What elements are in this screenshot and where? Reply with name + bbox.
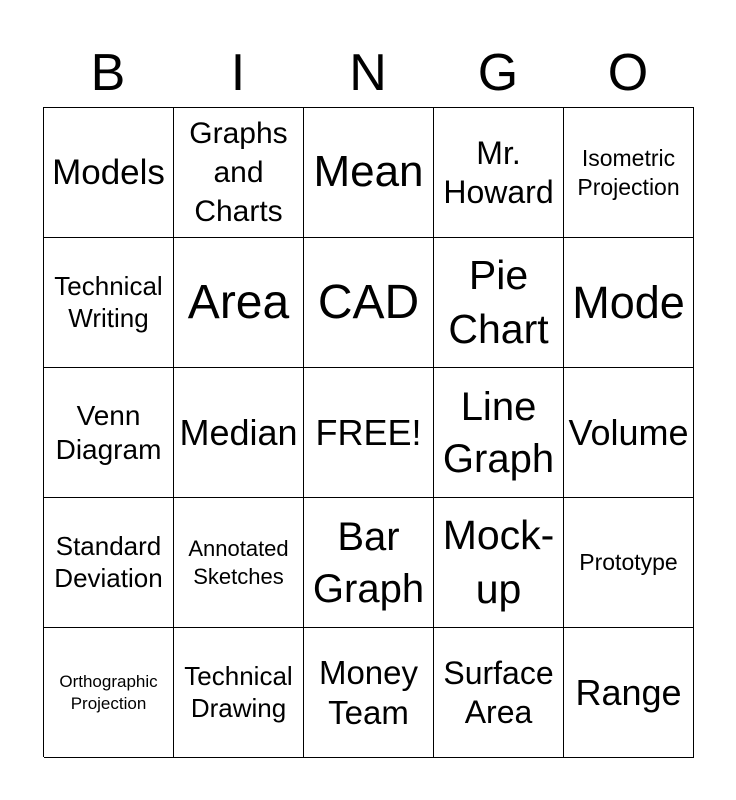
cell-label: Technical Drawing [184, 661, 293, 723]
bingo-cell[interactable] [174, 368, 304, 498]
bingo-cell[interactable] [304, 238, 434, 368]
bingo-cell[interactable] [434, 628, 564, 758]
bingo-cell[interactable] [44, 498, 174, 628]
header-letter-i: I [230, 44, 246, 102]
bingo-cell[interactable] [564, 498, 694, 628]
bingo-cell[interactable] [564, 368, 694, 498]
cell-label: Line Graph [442, 384, 555, 481]
cell-label: Mock- up [442, 512, 555, 612]
cell-label: Orthographic Projection [59, 672, 158, 713]
cell-label: Mean [313, 147, 424, 197]
bingo-cell[interactable] [564, 238, 694, 368]
bingo-cell[interactable] [174, 628, 304, 758]
bingo-cell[interactable] [434, 498, 564, 628]
cell-label: Range [575, 671, 682, 713]
cell-label: Isometric Projection [577, 144, 680, 200]
bingo-cell[interactable] [434, 108, 564, 238]
cell-label: Standard Deviation [54, 531, 163, 593]
cell-label: Money Team [318, 653, 419, 731]
bingo-cell[interactable] [304, 498, 434, 628]
cell-label: FREE! [315, 411, 422, 453]
bingo-cell[interactable] [44, 368, 174, 498]
cell-label: CAD [317, 275, 420, 329]
bingo-cell[interactable] [564, 628, 694, 758]
bingo-cell[interactable] [304, 108, 434, 238]
bingo-cell[interactable] [434, 368, 564, 498]
header-letter-o: O [607, 44, 649, 102]
cell-label: Median [179, 411, 298, 453]
bingo-cell[interactable] [304, 368, 434, 498]
cell-label: Venn Diagram [55, 399, 162, 465]
cell-label: Surface Area [443, 655, 554, 730]
bingo-cell[interactable] [44, 628, 174, 758]
header-letter-g: G [477, 44, 519, 102]
cell-label: Annotated Sketches [188, 536, 289, 589]
bingo-cell[interactable] [174, 108, 304, 238]
bingo-cell[interactable] [44, 108, 174, 238]
bingo-cell[interactable] [174, 238, 304, 368]
header-letter-b: B [90, 44, 126, 102]
cell-label: Mr. Howard [443, 135, 554, 210]
cell-label: Technical Writing [54, 271, 163, 333]
header-letter-n: N [349, 44, 387, 102]
bingo-cell[interactable] [174, 498, 304, 628]
bingo-cell[interactable] [564, 108, 694, 238]
cell-label: Bar Graph [312, 514, 425, 611]
cell-label: Mode [572, 276, 685, 328]
bingo-header [43, 38, 693, 108]
bingo-cell[interactable] [434, 238, 564, 368]
cell-label: Area [187, 275, 290, 329]
cell-label: Volume [568, 411, 689, 453]
bingo-cell[interactable] [44, 238, 174, 368]
cell-label: Graphs and Charts [189, 117, 288, 228]
bingo-board [43, 107, 694, 757]
cell-label: Models [52, 152, 165, 192]
cell-label: Pie Chart [448, 252, 549, 352]
cell-label: Prototype [579, 549, 678, 576]
bingo-cell[interactable] [304, 628, 434, 758]
